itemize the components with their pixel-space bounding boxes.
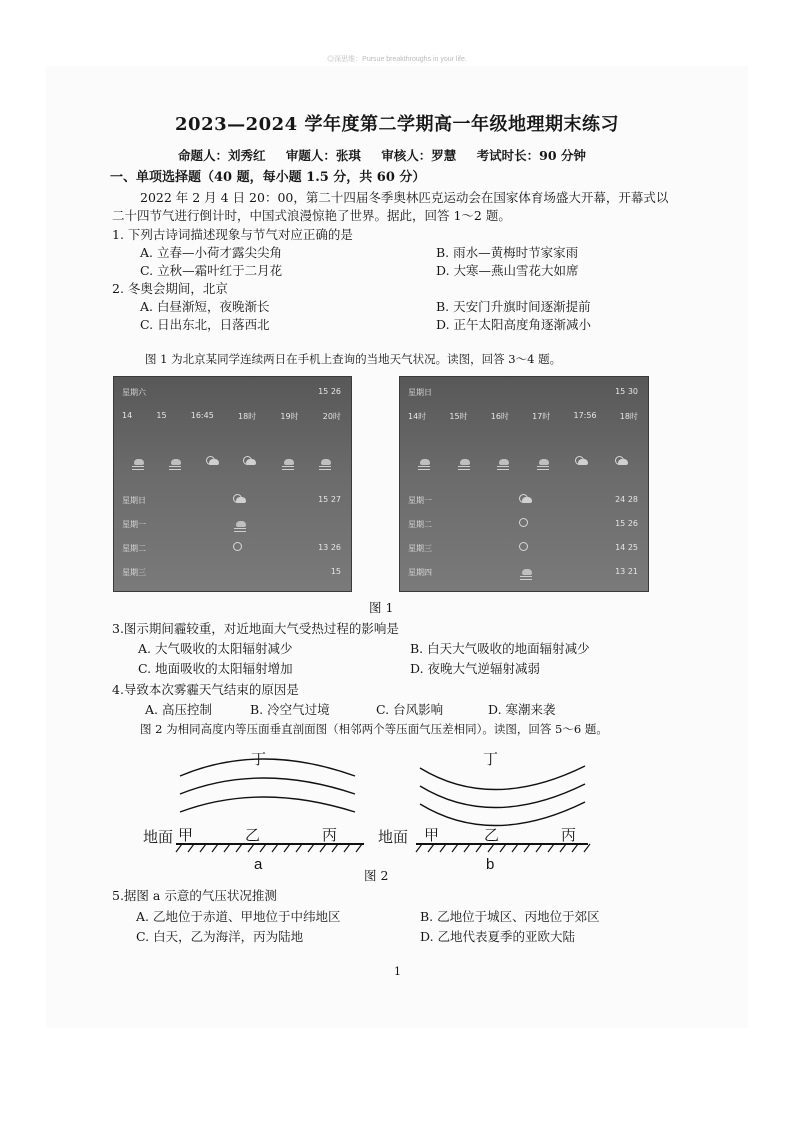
panel1-hour: 14 xyxy=(122,411,133,420)
question-4-option-d[interactable]: D. 寒潮来袭 xyxy=(488,702,556,717)
intro-paragraph-3: 图 2 为相同高度内等压面垂直剖面图（相邻两个等压面气压差相同）。读图，回答 5～6 题。 xyxy=(140,722,608,736)
panel1-hour: 19时 xyxy=(280,412,299,421)
panel1-hour: 15 xyxy=(156,411,167,420)
watermark-text: ◎深思维：Pursue breakthroughs in your life. xyxy=(327,56,467,63)
figure-1-caption: 图 1 xyxy=(369,600,394,615)
ground-hatching-b xyxy=(416,844,590,852)
question-2-option-a[interactable]: A. 白昼渐短，夜晚渐长 xyxy=(140,299,270,314)
diagram-b-bing: 丙 xyxy=(561,827,577,844)
panel1-hour: 20时 xyxy=(322,412,341,421)
panel2-top-right: 15 30 xyxy=(615,387,638,396)
question-4-option-a[interactable]: A. 高压控制 xyxy=(145,702,212,717)
question-3-option-d[interactable]: D. 夜晚大气逆辐射减弱 xyxy=(410,661,541,676)
question-4-stem: 4.导致本次雾霾天气结束的原因是 xyxy=(112,682,299,697)
diagram-b-label: b xyxy=(486,856,495,873)
question-1-stem: 1. 下列古诗词描述现象与节气对应正确的是 xyxy=(112,227,353,242)
panel2-day-temp: 13 21 xyxy=(615,567,638,576)
question-5-option-d[interactable]: D. 乙地代表夏季的亚欧大陆 xyxy=(420,929,576,944)
panel2-hour: 16时 xyxy=(490,412,509,421)
intro-paragraph-2: 图 1 为北京某同学连续两日在手机上查询的当地天气状况。读图，回答 3～4 题。 xyxy=(145,352,562,366)
question-3-option-b[interactable]: B. 白天大气吸收的地面辐射减少 xyxy=(410,641,590,656)
isobar-line-b1 xyxy=(420,766,585,790)
question-4-option-b[interactable]: B. 冷空气过境 xyxy=(250,702,330,717)
diagram-a-ground: 地面 xyxy=(143,829,174,846)
panel2-day-label: 星期一 xyxy=(408,496,432,505)
diagram-a-label: a xyxy=(254,856,263,873)
question-5-option-b[interactable]: B. 乙地位于城区、丙地位于郊区 xyxy=(420,909,600,924)
panel2-day-label: 星期二 xyxy=(408,520,432,529)
panel2-top-left: 星期日 xyxy=(408,388,432,397)
panel2-hour: 18时 xyxy=(619,412,638,421)
panel1-day-label: 星期日 xyxy=(122,496,146,505)
question-3-stem: 3.图示期间霾较重，对近地面大气受热过程的影响是 xyxy=(112,621,399,636)
panel1-day-temp: 15 27 xyxy=(318,495,341,504)
exam-title: 2023—2024 学年度第二学期高一年级地理期末练习 xyxy=(175,114,619,135)
checker-text: 审核人：罗慧 xyxy=(381,148,457,163)
question-5-option-a[interactable]: A. 乙地位于赤道、甲地位于中纬地区 xyxy=(136,909,341,924)
panel2-day-temp: 24 28 xyxy=(615,495,638,504)
diagram-a-yi: 乙 xyxy=(245,827,261,844)
question-3-option-a[interactable]: A. 大气吸收的太阳辐射减少 xyxy=(138,641,293,656)
question-1-option-d[interactable]: D. 大寒—燕山雪花大如席 xyxy=(436,263,579,278)
panel2-day-label: 星期四 xyxy=(408,568,432,577)
diagram-a-bing: 丙 xyxy=(322,827,338,844)
question-4-option-c[interactable]: C. 台风影响 xyxy=(376,702,444,717)
question-5-stem: 5.据图 a 示意的气压状况推测 xyxy=(112,888,277,903)
panel1-day-label: 星期三 xyxy=(122,568,146,577)
diagram-a-ding: 丁 xyxy=(251,751,267,768)
panel2-hour: 17:56 xyxy=(573,411,597,420)
panel2-day-label: 星期三 xyxy=(408,544,432,553)
panel1-day-temp: 13 26 xyxy=(318,543,341,552)
diagram-b-yi: 乙 xyxy=(484,827,500,844)
ground-hatching-a xyxy=(176,844,362,852)
question-5-option-c[interactable]: C. 白天，乙为海洋，丙为陆地 xyxy=(136,929,304,944)
question-2-option-c[interactable]: C. 日出东北，日落西北 xyxy=(140,317,270,332)
intro-paragraph-1a: 2022 年 2 月 4 日 20：00，第二十四届冬季奥林匹克运动会在国家体育场盛大开幕，开幕式以 xyxy=(140,190,669,205)
panel1-top-right: 15 26 xyxy=(318,387,341,396)
panel2-hour: 15时 xyxy=(449,412,468,421)
panel1-day-label: 星期二 xyxy=(122,544,146,553)
panel1-day-temp: 15 xyxy=(330,567,341,576)
intro-paragraph-1b: 二十四节气进行倒计时，中国式浪漫惊艳了世界。据此，回答 1～2 题。 xyxy=(112,208,511,223)
panel2-day-temp: 15 26 xyxy=(615,519,638,528)
duration-text: 考试时长：90 分钟 xyxy=(476,148,586,163)
question-2-option-b[interactable]: B. 天安门升旗时间逐渐提前 xyxy=(436,299,591,314)
panel1-day-label: 星期一 xyxy=(122,520,146,529)
question-2-option-d[interactable]: D. 正午太阳高度角逐渐减小 xyxy=(436,317,592,332)
isobar-line-b3 xyxy=(420,802,585,826)
diagram-b-ground: 地面 xyxy=(378,829,409,846)
page-number: 1 xyxy=(394,965,401,978)
question-2-stem: 2. 冬奥会期间，北京 xyxy=(112,281,228,296)
panel2-day-temp: 14 25 xyxy=(615,543,638,552)
question-1-option-a[interactable]: A. 立春—小荷才露尖尖角 xyxy=(140,245,282,260)
panel2-hour: 17时 xyxy=(532,412,551,421)
panel2-hour: 14时 xyxy=(408,412,427,421)
question-3-option-c[interactable]: C. 地面吸收的太阳辐射增加 xyxy=(138,661,293,676)
reviewer-text: 审题人：张琪 xyxy=(285,148,361,163)
panel1-hour: 18时 xyxy=(238,412,257,421)
isobar-line-a2 xyxy=(180,778,355,794)
section-heading: 一、单项选择题（40 题，每小题 1.5 分，共 60 分） xyxy=(110,170,426,185)
diagram-b-jia: 甲 xyxy=(424,827,440,844)
question-1-option-b[interactable]: B. 雨水—黄梅时节家家雨 xyxy=(436,245,579,260)
question-1-option-c[interactable]: C. 立秋—霜叶红于二月花 xyxy=(140,263,283,278)
isobar-line-a3 xyxy=(180,797,355,812)
diagram-b-ding: 丁 xyxy=(483,751,499,768)
isobar-line-a1 xyxy=(180,759,355,776)
diagram-a-jia: 甲 xyxy=(178,827,194,844)
panel1-top-left: 星期六 xyxy=(122,388,146,397)
figure-2-caption: 图 2 xyxy=(364,868,389,883)
panel1-hour: 16:45 xyxy=(190,411,214,420)
setter-text: 命题人：刘秀红 xyxy=(178,148,266,163)
isobar-line-b2 xyxy=(420,784,585,808)
